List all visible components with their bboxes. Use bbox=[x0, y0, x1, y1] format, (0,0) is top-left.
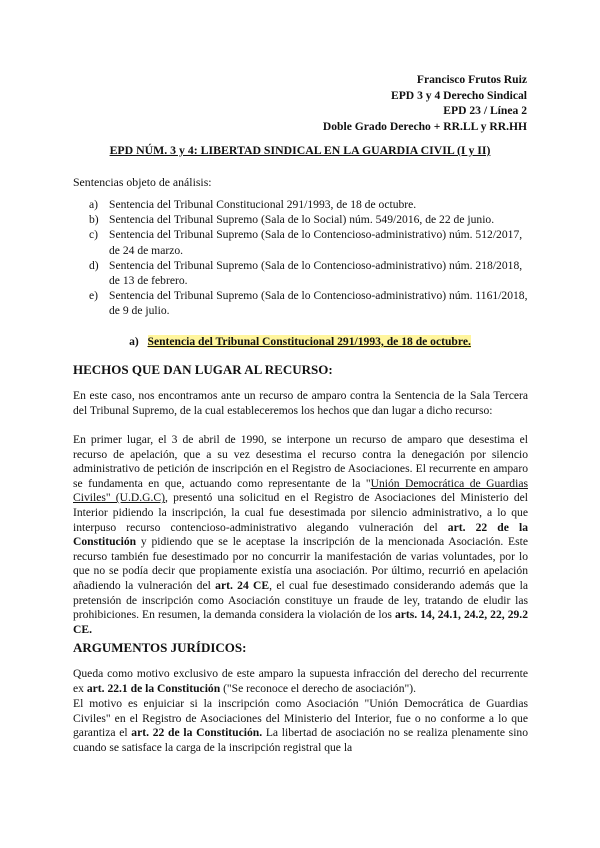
text-run: , el cual fue desestimado considerando además que la pretensión de inscripción como Asociación constituye un fraude de ley, tratando de eludir las prohibiciones. En resumen, la demanda considera la violación de los bbox=[73, 578, 529, 622]
list-item-text: Sentencia del Tribunal Supremo (Sala de lo Contencioso-administrativo) núm. 1161/2018, de 9 de julio. bbox=[109, 289, 528, 318]
degree-name: Doble Grado Derecho + RR.LL y RR.HH bbox=[322, 119, 527, 133]
list-letter: c) bbox=[89, 228, 99, 242]
argumentos-heading: ARGUMENTOS JURÍDICOS: bbox=[73, 640, 247, 655]
list-item-text: Sentencia del Tribunal Supremo (Sala de lo Contencioso-administrativo) núm. 218/2018, de 13 de febrero. bbox=[109, 258, 523, 288]
section-a-title: Sentencia del Tribunal Constitucional 291/1993, de 18 de octubre. bbox=[147, 335, 471, 348]
list-item-text: Sentencia del Tribunal Supremo (Sala de lo Contencioso-administrativo) núm. 512/2017, de 24 de marzo. bbox=[109, 228, 523, 257]
bold-text: art. 22 de la Constitución bbox=[73, 520, 528, 549]
list-item bbox=[89, 212, 529, 227]
sentences-list bbox=[89, 197, 529, 319]
list-item-text: Sentencia del Tribunal Supremo (Sala de lo Social) núm. 549/2016, de 22 de junio. bbox=[109, 213, 495, 227]
section-a-heading bbox=[0, 335, 600, 348]
bold-text: art. 24 CE bbox=[215, 578, 270, 592]
list-letter: b) bbox=[89, 213, 99, 227]
list-letter: a) bbox=[89, 198, 99, 211]
text-run: El motivo es enjuiciar si la inscripción como Asociación "Unión Democrática de Guardias Civiles" en el Registro de Asociaciones del Ministerio del Interior, fue o no conforme a lo que garantiza el bbox=[73, 697, 528, 740]
text-run: La libertad de asociación no se realiza plenamente sino cuando se satisface la carga de la inscripción registral que la bbox=[73, 726, 529, 754]
group-name: EPD 23 / Línea 2 bbox=[443, 104, 527, 117]
text-run: En primer lugar, el 3 de abril de 1990, se interpone un recurso de amparo que desestima el recurso de apelación, que a su vez desestima el recurso contra la denegación por silencio administrativo de petición de inscripción en el Registro de Asociaciones. El recurrente en amparo se fundamenta en que, actuando como representante de la " bbox=[73, 433, 528, 490]
text-run: ("Se reconoce el derecho de asociación"). bbox=[220, 681, 417, 695]
hechos-heading: HECHOS QUE DAN LUGAR AL RECURSO: bbox=[73, 362, 333, 377]
bold-text: art. 22.1 de la Constitución bbox=[86, 681, 221, 695]
text-run: y pidiendo que se le aceptase la inscripción de la mencionada Asociación. Este recurso también fue desestimado por no concurrir la manifestación de varias voluntades, por lo que no se podía decir que propiamente existía una asociación. Por último, recurrió en apelación añadiendo la vulneración del bbox=[73, 535, 528, 592]
list-letter: d) bbox=[89, 258, 99, 272]
hechos-paragraph-2 bbox=[73, 433, 528, 637]
author-name: Francisco Frutos Ruiz bbox=[416, 73, 527, 86]
text-run: , presentó una solicitud en el Registro de Asociaciones del Ministerio del Interior pidiendo la inscripción, la cual fue desestimada por silencio administrativo, a lo que interpuso recurso contencioso-administrativo alegando vulneración del bbox=[73, 491, 528, 534]
underlined-text: Unión Democrática de Guardias Civiles" (U.D.G.C) bbox=[73, 476, 528, 505]
bold-text: arts. 14, 24.1, 24.2, 22, 29.2 CE. bbox=[73, 608, 528, 636]
hechos-paragraph-1: En este caso, nos encontramos ante un recurso de amparo contra la Sentencia de la Sala Tercera del Tribunal Supremo, de la cual estableceremos los hechos que dan lugar a dicho recurso: bbox=[73, 389, 528, 417]
list-item-text: Sentencia del Tribunal Constitucional 291/1993, de 18 de octubre. bbox=[109, 198, 417, 211]
document-title: EPD NÚM. 3 y 4: LIBERTAD SINDICAL EN LA GUARDIA CIVIL (I y II) bbox=[109, 143, 491, 157]
bold-text: art. 22 de la Constitución. bbox=[131, 726, 263, 740]
argumentos-paragraph-2 bbox=[73, 697, 528, 755]
text-run: Queda como motivo exclusivo de este amparo la supuesta infracción del derecho del recurrente ex bbox=[73, 667, 528, 695]
section-a-letter: a) bbox=[129, 335, 139, 348]
intro-text: Sentencias objeto de análisis: bbox=[73, 175, 212, 189]
course-name: EPD 3 y 4 Derecho Sindical bbox=[390, 88, 527, 102]
argumentos-paragraph-1 bbox=[73, 667, 528, 696]
document-header bbox=[323, 72, 527, 134]
list-item bbox=[89, 197, 529, 212]
list-item bbox=[89, 288, 529, 318]
list-item bbox=[89, 227, 529, 257]
list-item bbox=[89, 258, 529, 288]
list-letter: e) bbox=[89, 289, 99, 303]
